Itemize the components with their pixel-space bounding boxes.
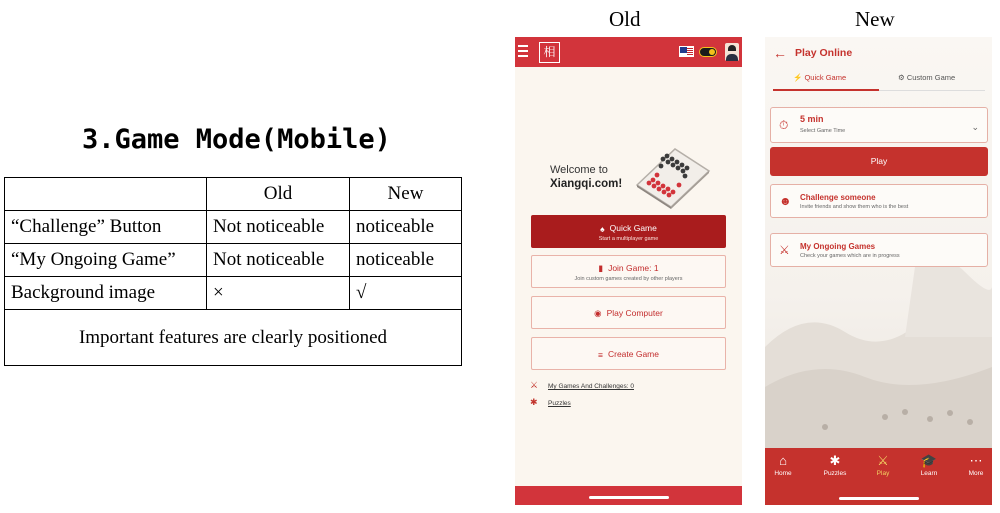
join-game-label: Join Game: 1 <box>608 263 659 273</box>
row-label: “Challenge” Button <box>5 211 207 244</box>
create-game-icon: ≡ <box>598 349 603 360</box>
tab-quick-label: Quick Game <box>804 73 847 82</box>
old-bottom-bar <box>515 486 742 505</box>
tab-custom-label: Custom Game <box>906 73 956 82</box>
create-game-label: Create Game <box>607 349 659 359</box>
xiangqi-board-icon <box>633 145 711 209</box>
quick-game-label: Quick Game <box>609 223 657 233</box>
new-caption: New <box>855 7 895 31</box>
header-cell-old: Old <box>207 178 350 211</box>
quick-game-subtitle: Start a multiplayer game <box>598 235 659 242</box>
row-label: “My Ongoing Game” <box>5 244 207 277</box>
stopwatch-icon: ⏱ <box>779 118 789 132</box>
home-indicator[interactable] <box>589 496 669 499</box>
my-ongoing-games-card[interactable] <box>770 233 988 267</box>
header-cell-empty <box>5 178 207 211</box>
us-flag-icon[interactable] <box>679 46 694 57</box>
old-value: Not noticeable <box>207 244 350 277</box>
nav-more[interactable] <box>956 453 992 477</box>
nav-more-label: More <box>968 470 984 477</box>
chevron-down-icon: ⌄ <box>971 122 979 132</box>
puzzle-icon: ✱ <box>829 453 841 468</box>
new-value: √ <box>350 277 462 310</box>
table-note: Important features are clearly positioned <box>5 310 462 366</box>
nav-home[interactable] <box>765 453 803 477</box>
more-icon: ⋯ <box>969 453 983 468</box>
nav-puzzles-label: Puzzles <box>823 470 847 477</box>
play-button[interactable]: Play <box>770 147 988 176</box>
tab-quick-game[interactable] <box>793 73 846 82</box>
nav-learn-label: Learn <box>920 470 938 477</box>
nav-play-label: Play <box>876 470 890 477</box>
table-row <box>5 277 462 310</box>
home-icon: ⌂ <box>779 453 787 468</box>
create-game-button[interactable] <box>531 337 726 370</box>
welcome-line-2: Xiangqi.com! <box>550 178 623 190</box>
table-header-row <box>5 178 462 211</box>
challenge-someone-card[interactable] <box>770 184 988 218</box>
crossed-swords-icon: ⚔ <box>530 380 539 390</box>
gear-icon: ⚙ <box>898 73 907 82</box>
tab-custom-game[interactable] <box>898 73 955 82</box>
table-note-row <box>5 310 462 366</box>
game-time-subtitle: Select Game Time <box>800 128 846 134</box>
nav-learn[interactable] <box>909 453 949 477</box>
xiangqi-logo[interactable]: 相 <box>539 42 560 63</box>
welcome-text <box>550 163 622 191</box>
lightning-icon: ⚡ <box>793 73 805 82</box>
my-games-link[interactable] <box>530 380 634 391</box>
robot-icon: ◉ <box>594 308 602 319</box>
active-tab-indicator <box>773 89 879 91</box>
tab-divider <box>879 90 985 91</box>
join-game-subtitle: Join custom games created by other players <box>574 276 683 283</box>
slide-title: 3.Game Mode(Mobile) <box>82 124 391 155</box>
page-title: Play Online <box>795 47 853 59</box>
old-top-bar <box>515 37 742 67</box>
back-arrow-icon[interactable]: ← <box>773 45 787 61</box>
play-computer-button[interactable] <box>531 296 726 329</box>
welcome-line-1: Welcome to <box>550 164 608 176</box>
nav-puzzles[interactable] <box>815 453 855 477</box>
new-value: noticeable <box>350 244 462 277</box>
crossed-swords-icon: ⚔ <box>779 243 790 257</box>
old-value: × <box>207 277 350 310</box>
quick-game-button[interactable] <box>531 215 726 248</box>
challenge-title: Challenge someone <box>800 193 876 202</box>
game-time-select[interactable] <box>770 107 988 143</box>
row-label: Background image <box>5 277 207 310</box>
ongoing-subtitle: Check your games which are in progress <box>800 253 900 259</box>
theme-toggle[interactable] <box>699 47 717 57</box>
home-indicator[interactable] <box>839 497 919 500</box>
old-value: Not noticeable <box>207 211 350 244</box>
new-app-screenshot <box>765 37 992 505</box>
users-icon: ☻ <box>779 194 792 208</box>
avatar[interactable] <box>725 43 739 61</box>
game-time-value: 5 min <box>800 114 824 124</box>
crown-icon: ♠ <box>600 223 605 234</box>
graduation-cap-icon: 🎓 <box>920 453 938 468</box>
comparison-table <box>4 177 462 366</box>
book-icon: ▮ <box>598 263 604 274</box>
play-icon: ⚔ <box>877 453 889 468</box>
table-row <box>5 244 462 277</box>
puzzles-label: Puzzles <box>548 400 571 407</box>
table-row <box>5 211 462 244</box>
new-value: noticeable <box>350 211 462 244</box>
puzzle-icon: ✱ <box>530 397 538 407</box>
play-computer-label: Play Computer <box>606 308 663 318</box>
old-caption: Old <box>609 7 641 31</box>
nav-home-label: Home <box>774 470 792 477</box>
header-cell-new: New <box>350 178 462 211</box>
menu-icon[interactable] <box>518 45 528 59</box>
nav-play[interactable] <box>863 453 903 477</box>
challenge-subtitle: Invite friends and show them who is the best <box>800 204 909 210</box>
ongoing-title: My Ongoing Games <box>800 242 876 251</box>
join-game-button[interactable] <box>531 255 726 288</box>
bottom-navigation <box>765 448 992 505</box>
my-games-label: My Games And Challenges: 0 <box>548 383 634 390</box>
old-app-screenshot <box>515 37 742 505</box>
puzzles-link[interactable] <box>530 397 571 408</box>
